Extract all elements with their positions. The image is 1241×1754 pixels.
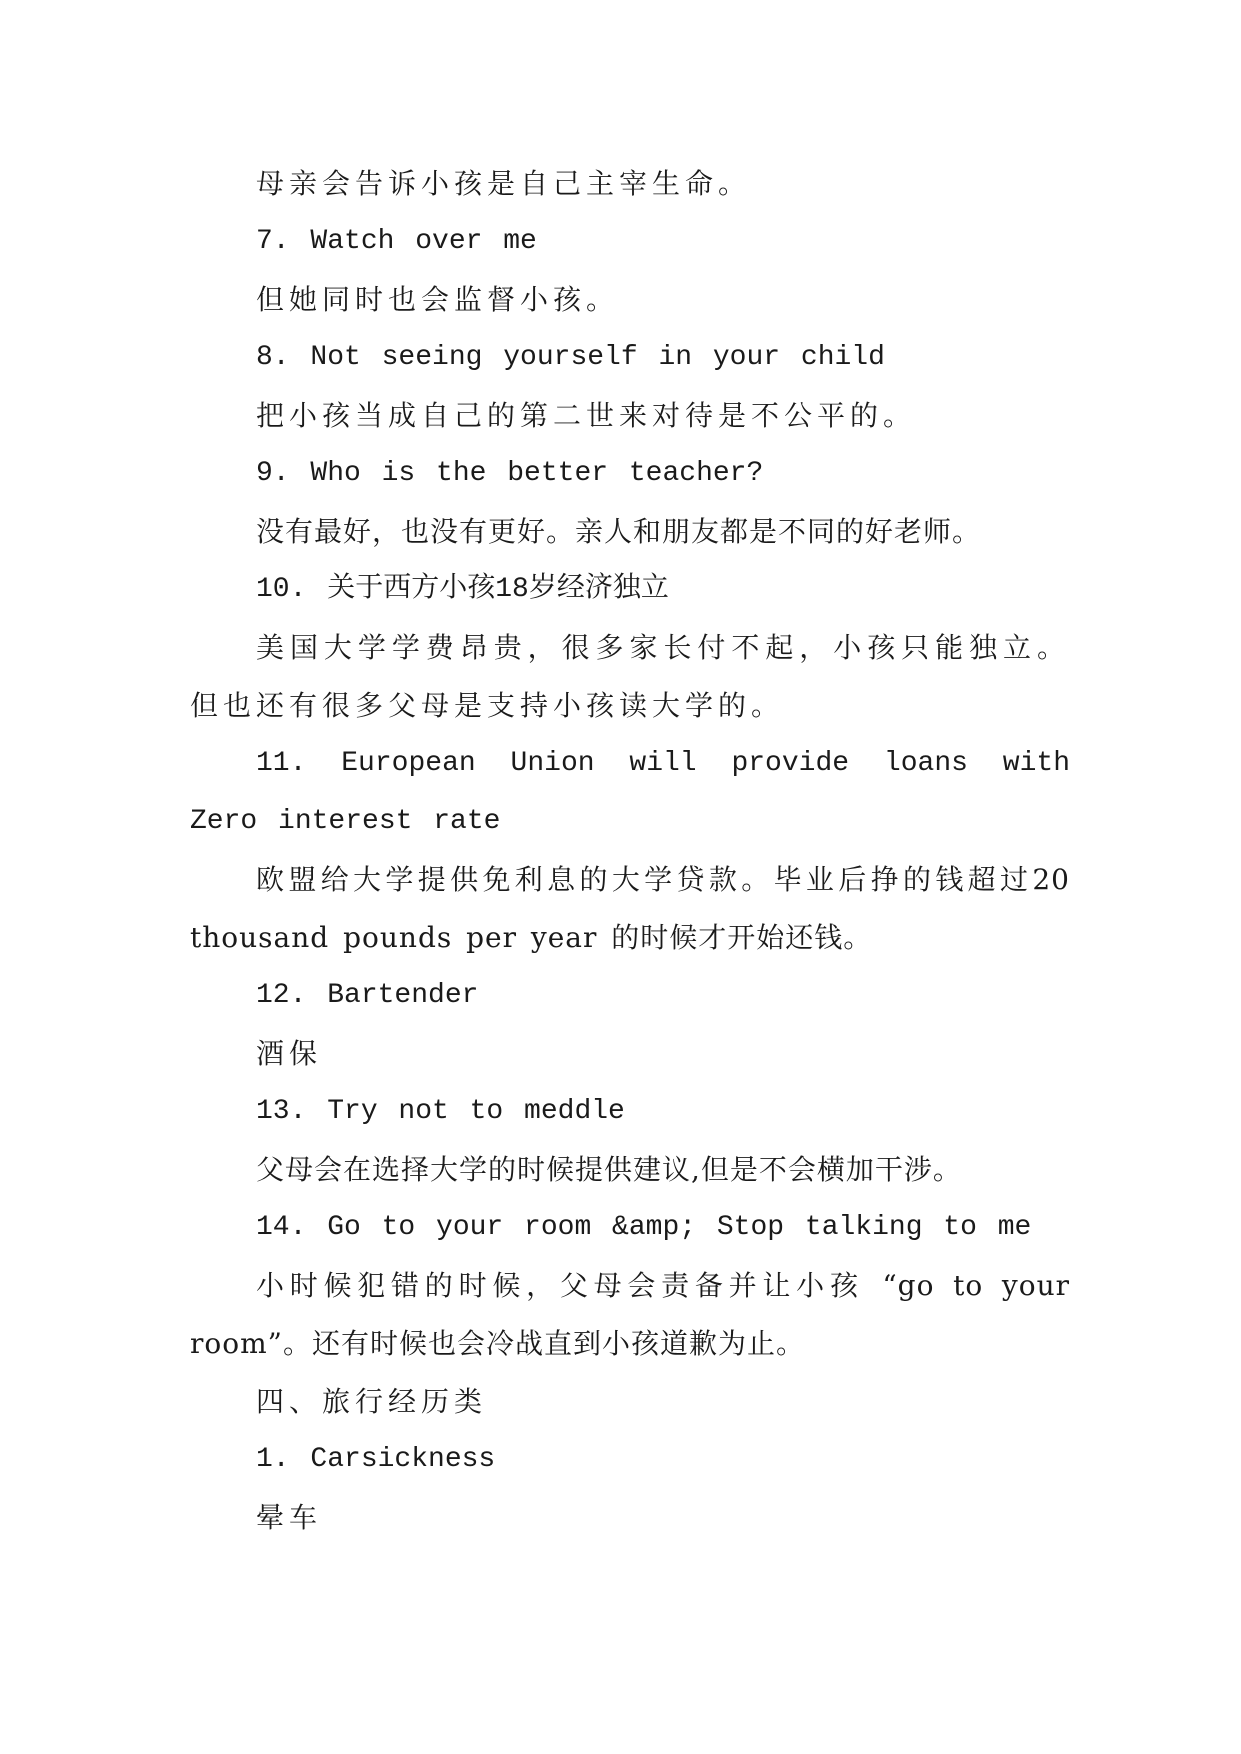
paragraph: 把小孩当成自己的第二世来对待是不公平的。 — [256, 399, 917, 432]
paragraph: 父母会在选择大学的时候提供建议,但是不会横加干涉。 — [256, 1153, 962, 1186]
list-item-heading: 10. 关于西方小孩18岁经济独立 — [256, 574, 669, 605]
paragraph: 欧盟给大学提供免利息的大学贷款。毕业后挣的钱超过20 thousand pounds per year 的时候才开始还钱。 — [190, 863, 1070, 954]
paragraph: 晕车 — [256, 1501, 323, 1534]
list-item-heading: 13. Try not to meddle — [256, 1096, 625, 1127]
paragraph: 没有最好，也没有更好。亲人和朋友都是不同的好老师。 — [256, 515, 982, 548]
list-item-heading: 8. Not seeing yourself in your child — [256, 342, 885, 373]
paragraph: 但她同时也会监督小孩。 — [256, 283, 620, 316]
section-heading: 四、旅行经历类 — [256, 1385, 488, 1418]
paragraph: 小时候犯错的时候，父母会责备并让小孩 “go to your room”。还有时候也会冷战直到小孩道歉为止。 — [190, 1269, 1070, 1360]
list-item-heading: 14. Go to your room &amp; Stop talking to me — [256, 1212, 1032, 1243]
paragraph: 美国大学学费昂贵，很多家长付不起，小孩只能独立。但也还有很多父母是支持小孩读大学的。 — [190, 631, 1070, 722]
list-item-heading: 9. Who is the better teacher? — [256, 458, 764, 489]
document-body — [190, 155, 1070, 1547]
paragraph: 母亲会告诉小孩是自己主宰生命。 — [256, 167, 752, 200]
paragraph: 酒保 — [256, 1037, 323, 1070]
list-item-heading: 7. Watch over me — [256, 226, 537, 257]
list-item-heading: 11. European Union will provide loans with Zero interest rate — [190, 748, 1070, 837]
list-item-heading: 12. Bartender — [256, 980, 479, 1011]
list-item-heading: 1. Carsickness — [256, 1444, 496, 1475]
